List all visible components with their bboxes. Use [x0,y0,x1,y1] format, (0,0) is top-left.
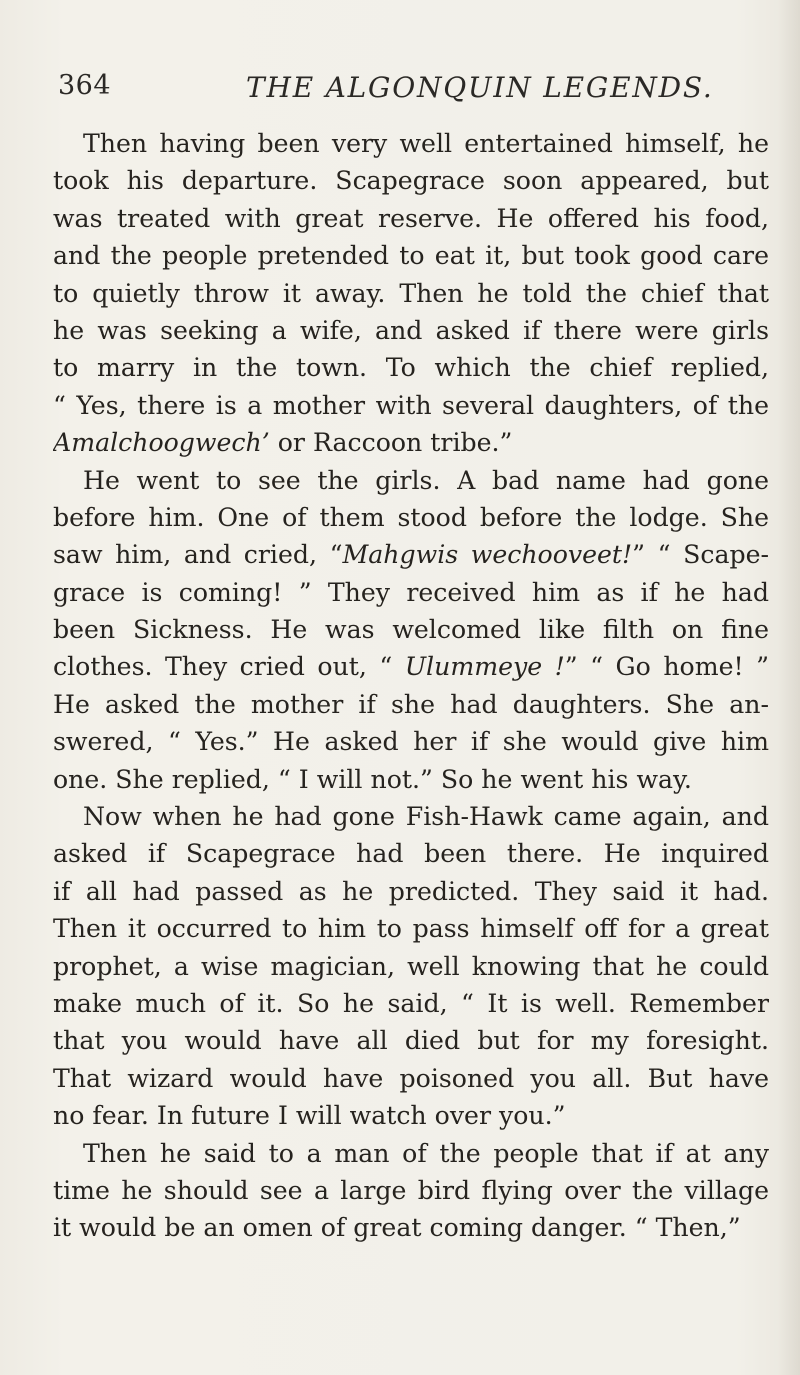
text-line [53,1172,769,1209]
text-line [53,275,769,312]
text-segment: was treated with great reserve. He offered his food, [53,203,769,233]
text-line [53,200,769,237]
running-title: THE ALGONQUIN LEGENDS. [246,71,714,104]
text-segment: ” “ Scape- [632,540,769,570]
text-line [53,835,769,872]
text-line [53,499,769,536]
text-segment: Then having been very well entertained himself, he [83,129,769,158]
text-line [53,798,769,835]
text-segment: “ Yes, there is a mother with several daughters, of the [53,390,769,420]
text-line [53,462,769,499]
text-line [53,387,769,424]
text-segment: He asked the mother if she had daughters. She an- [53,689,769,719]
text-segment: one. She replied, “ I will not.” So he went his way. [53,764,692,794]
page-number: 364 [58,70,112,101]
text-segment: Then he said to a man of the people that if at any [83,1138,769,1168]
text-segment: Then it occurred to him to pass himself off for a great [53,914,769,944]
text-segment: took his departure. Scapegrace soon appeared, but [53,166,769,196]
text-segment: if all had passed as he predicted. They said it had. [53,876,769,906]
text-segment: make much of it. So he said, “ It is well. Remember [53,988,769,1018]
italic-term: Mahgwis wechooveet! [342,540,633,570]
text-segment: before him. One of them stood before the lodge. She [53,502,769,532]
text-line [53,873,769,910]
italic-term: Ulummeye ! [404,652,565,682]
text-line [53,723,769,760]
text-segment: no fear. In future I will watch over you.” [53,1101,566,1131]
text-segment: prophet, a wise magician, well knowing that he could [53,951,769,981]
text-line [53,125,769,162]
text-segment: grace is coming! ” They received him as if he had [53,577,769,607]
text-line [53,1022,769,1059]
text-segment: to quietly throw it away. Then he told the chief that [53,278,769,308]
text-segment: and the people pretended to eat it, but took good care [53,241,769,271]
text-segment: swered, “ Yes.” He asked her if she would give him [53,727,769,757]
text-segment: time he should see a large bird flying over the village [53,1175,769,1205]
text-line [53,1060,769,1097]
text-segment: or Raccoon tribe.” [269,428,513,458]
text-line [53,761,769,798]
text-line [53,648,769,685]
text-line [53,910,769,947]
text-segment: saw him, and cried, “ [53,540,343,570]
text-segment: that you would have all died but for my foresight. [53,1026,769,1056]
page-header [58,70,758,110]
body-text [53,125,769,1247]
text-line [53,1209,769,1246]
text-segment: to marry in the town. To which the chief replied, [53,353,769,383]
text-segment: asked if Scapegrace had been there. He inquired [53,839,769,869]
text-segment: been Sickness. He was welcomed like filth on fine [53,615,769,645]
text-line [53,574,769,611]
text-segment: Now when he had gone Fish-Hawk came again, and [83,802,769,832]
text-line [53,1135,769,1172]
text-segment: he was seeking a wife, and asked if there were girls [53,315,769,345]
text-segment: He went to see the girls. A bad name had gone [83,465,769,495]
text-segment: ” “ Go home! ” [564,652,769,682]
text-line [53,611,769,648]
text-segment: That wizard would have poisoned you all. But have [53,1063,769,1093]
text-line [53,948,769,985]
text-segment: it would be an omen of great coming danger. “ Then,” [53,1213,741,1243]
text-segment: clothes. They cried out, “ [53,652,405,682]
page-edge-shadow [778,0,800,1375]
text-line [53,162,769,199]
italic-term: Amalchoogwech’ [53,428,270,458]
text-line [53,536,769,573]
text-line [53,349,769,386]
text-line [53,1097,769,1134]
text-line [53,686,769,723]
text-line [53,424,769,461]
text-line [53,985,769,1022]
text-line [53,312,769,349]
text-line [53,237,769,274]
